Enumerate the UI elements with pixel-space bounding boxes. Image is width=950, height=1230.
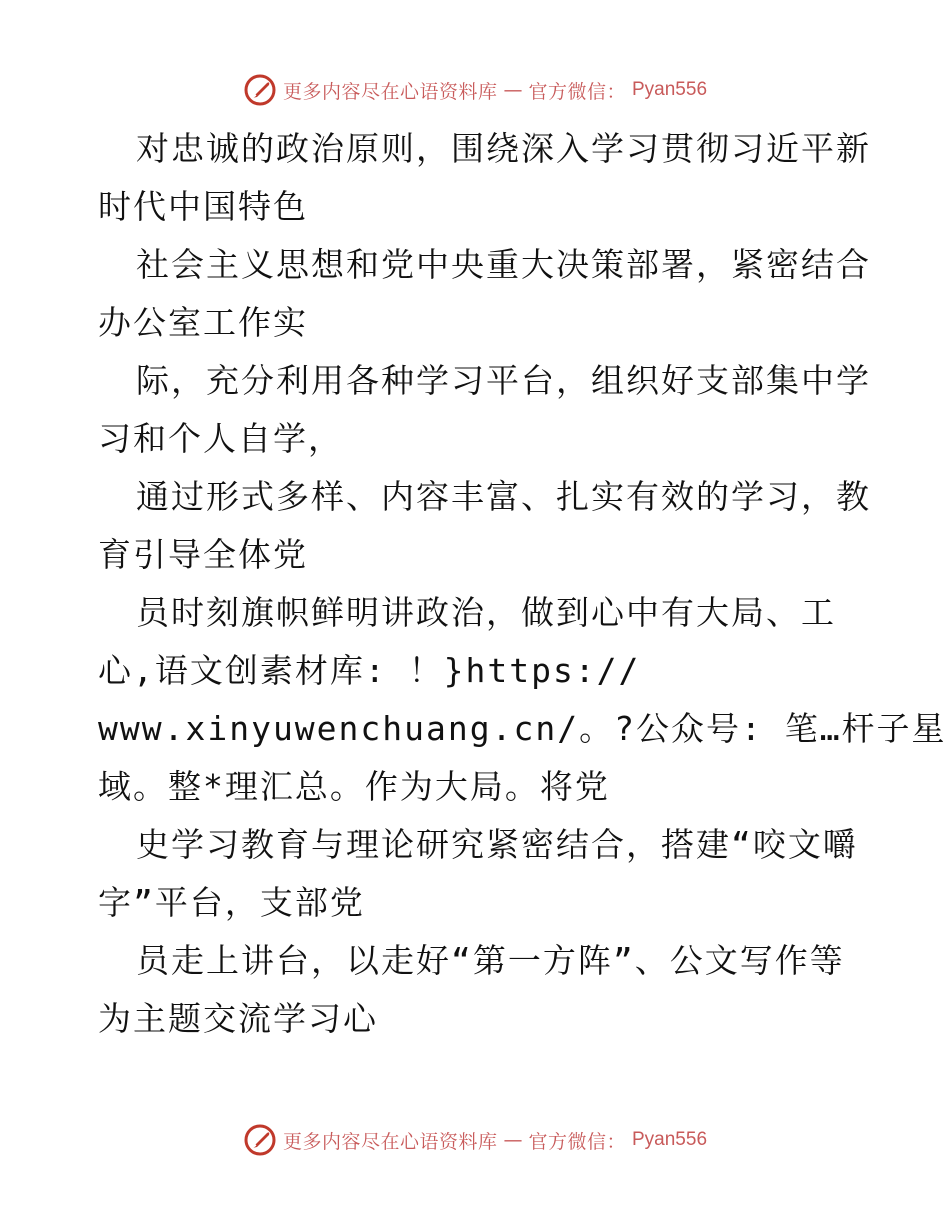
footer-wechat-handle: Pyan556 [632, 1129, 708, 1150]
header-wechat-handle: Pyan556 [632, 79, 708, 100]
header-banner [0, 70, 950, 110]
footer-banner-content [243, 1123, 707, 1157]
body-line: 对忠诚的政治原则，围绕深入学习贯彻习近平新 [136, 129, 871, 168]
footer-brand-text: 更多内容尽在心语资料库 [282, 1130, 498, 1153]
header-wechat-label: 官方微信： [528, 80, 626, 103]
body-line: 通过形式多样、内容丰富、扎实有效的学习，教 [136, 477, 871, 516]
header-brand-text: 更多内容尽在心语资料库 [282, 80, 498, 103]
footer-wechat-label: 官方微信： [528, 1130, 626, 1153]
body-line: 育引导全体党 [98, 535, 308, 574]
body-line: 时代中国特色 [98, 187, 308, 226]
body-line: 社会主义思想和党中央重大决策部署，紧密结合 [136, 245, 871, 284]
body-line: 心,语文创素材库: ！}https:// [98, 651, 641, 690]
body-line: 员时刻旗帜鲜明讲政治，做到心中有大局、工 [136, 593, 836, 632]
body-line: 际，充分利用各种学习平台，组织好支部集中学 [136, 361, 871, 400]
body-line-url: www.xinyuwenchuang.cn/。?公众号: 笔…杆子星 [98, 709, 947, 748]
body-line: 办公室工作实 [98, 303, 308, 342]
body-line: 为主题交流学习心 [98, 999, 378, 1038]
body-line: 字”平台，支部党 [98, 883, 365, 922]
feather-pen-logo-icon [243, 1123, 277, 1157]
body-line: 域。整*理汇总。作为大局。将党 [98, 767, 610, 806]
body-line: 习和个人自学， [98, 419, 343, 458]
footer-banner [0, 1120, 950, 1160]
header-separator: — [503, 79, 523, 101]
footer-separator: — [503, 1129, 523, 1151]
body-line: 史学习教育与理论研究紧密结合，搭建“咬文嚼 [136, 825, 858, 864]
header-banner-content [243, 73, 707, 107]
feather-pen-logo-icon [243, 73, 277, 107]
body-line: 员走上讲台，以走好“第一方阵”、公文写作等 [136, 941, 845, 980]
document-body [98, 120, 947, 1048]
